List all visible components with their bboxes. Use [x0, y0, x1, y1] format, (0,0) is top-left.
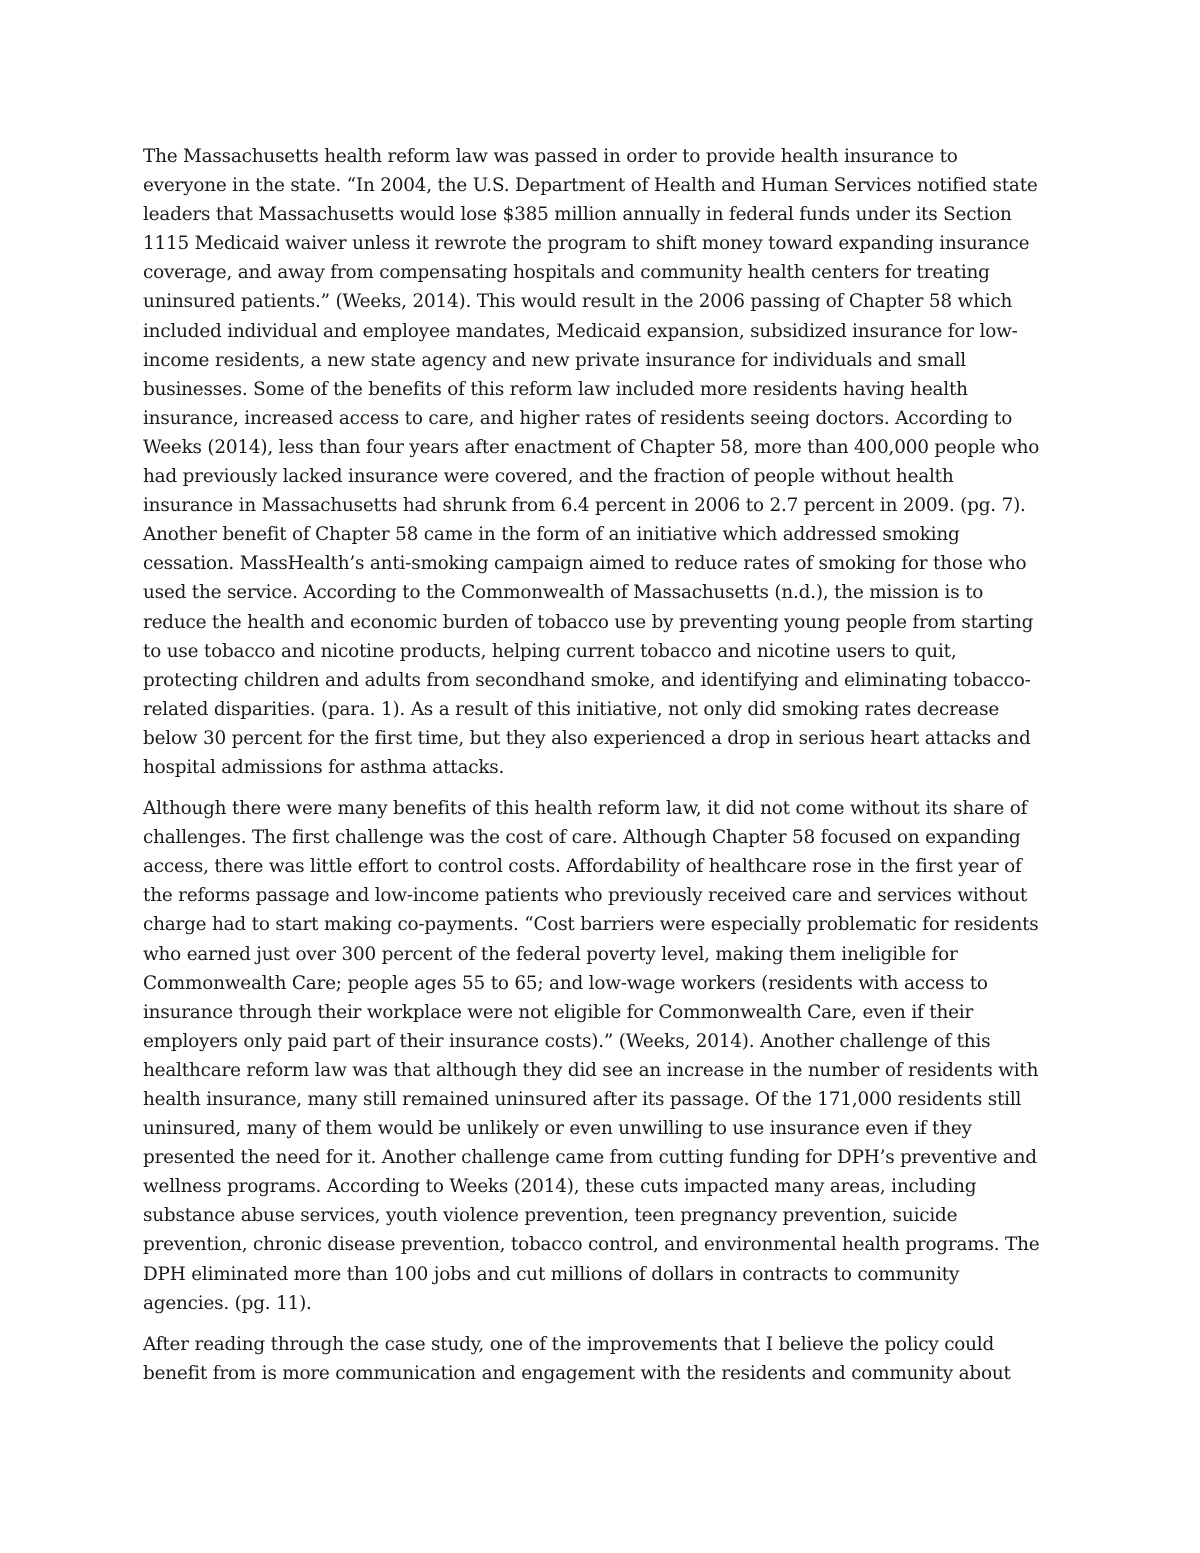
text-line: Weeks (2014), less than four years after enactment of Chapter 58, more than 400,000 people who — [143, 436, 1040, 458]
text-line: Although there were many benefits of this health reform law, it did not come without its share of — [143, 798, 1028, 820]
document-body — [143, 142, 1063, 1400]
text-line: uninsured, many of them would be unlikely or even unwilling to use insurance even if they — [143, 1118, 972, 1140]
text-line: Another benefit of Chapter 58 came in the form of an initiative which addressed smoking — [143, 524, 960, 546]
text-line: below 30 percent for the first time, but they also experienced a drop in serious heart attacks and — [143, 727, 1031, 749]
text-line: Commonwealth Care; people ages 55 to 65; and low-wage workers (residents with access to — [143, 972, 988, 994]
paragraph — [143, 142, 1063, 782]
text-line: hospital admissions for asthma attacks. — [143, 756, 505, 778]
text-line: healthcare reform law was that although they did see an increase in the number of residents with — [143, 1059, 1039, 1081]
text-line: presented the need for it. Another challenge came from cutting funding for DPH’s preventive and — [143, 1147, 1037, 1169]
text-line: cessation. MassHealth’s anti-smoking campaign aimed to reduce rates of smoking for those who — [143, 553, 1027, 575]
text-line: charge had to start making co-payments. “Cost barriers were especially problematic for residents — [143, 914, 1039, 936]
text-line: reduce the health and economic burden of tobacco use by preventing young people from starting — [143, 611, 1034, 633]
text-line: agencies. (pg. 11). — [143, 1292, 312, 1314]
text-line: had previously lacked insurance were covered, and the fraction of people without health — [143, 466, 954, 488]
text-line: to use tobacco and nicotine products, helping current tobacco and nicotine users to quit, — [143, 640, 957, 662]
text-line: wellness programs. According to Weeks (2014), these cuts impacted many areas, including — [143, 1176, 977, 1198]
text-line: health insurance, many still remained uninsured after its passage. Of the 171,000 residents still — [143, 1089, 1022, 1110]
text-line: used the service. According to the Commonwealth of Massachusetts (n.d.), the mission is to — [143, 582, 984, 604]
text-line: related disparities. (para. 1). As a result of this initiative, not only did smoking rates decrease — [143, 698, 1000, 720]
text-line: benefit from is more communication and engagement with the residents and community about — [143, 1362, 1011, 1384]
text-line: who earned just over 300 percent of the federal poverty level, making them ineligible for — [143, 943, 958, 965]
text-line: insurance, increased access to care, and higher rates of residents seeing doctors. According to — [143, 407, 1013, 429]
paragraph — [143, 794, 1063, 1318]
text-line: substance abuse services, youth violence prevention, teen pregnancy prevention, suicide — [143, 1205, 958, 1227]
text-line: The Massachusetts health reform law was passed in order to provide health insurance to — [143, 146, 958, 167]
text-line: DPH eliminated more than 100 jobs and cut millions of dollars in contracts to community — [143, 1263, 960, 1285]
text-line: insurance through their workplace were not eligible for Commonwealth Care, even if their — [143, 1001, 974, 1023]
text-line: prevention, chronic disease prevention, tobacco control, and environmental health programs. The — [143, 1234, 1040, 1256]
paragraph — [143, 1330, 1063, 1388]
text-line: After reading through the case study, one of the improvements that I believe the policy could — [143, 1333, 995, 1355]
text-line: uninsured patients.” (Weeks, 2014). This would result in the 2006 passing of Chapter 58 which — [143, 291, 1013, 313]
text-line: protecting children and adults from secondhand smoke, and identifying and eliminating tobacco- — [143, 669, 1031, 691]
text-line: everyone in the state. “In 2004, the U.S. Department of Health and Human Services notified state — [143, 175, 1038, 197]
text-line: insurance in Massachusetts had shrunk from 6.4 percent in 2006 to 2.7 percent in 2009. (pg. 7). — [143, 495, 1026, 517]
text-line: coverage, and away from compensating hospitals and community health centers for treating — [143, 262, 990, 284]
text-line: included individual and employee mandates, Medicaid expansion, subsidized insurance for low- — [143, 320, 1018, 342]
text-line: the reforms passage and low-income patients who previously received care and services without — [143, 885, 1028, 907]
text-line: 1115 Medicaid waiver unless it rewrote the program to shift money toward expanding insurance — [143, 233, 1030, 255]
text-line: employers only paid part of their insurance costs).” (Weeks, 2014). Another challenge of this — [143, 1030, 991, 1052]
text-line: challenges. The first challenge was the cost of care. Although Chapter 58 focused on expanding — [143, 827, 1021, 849]
text-line: income residents, a new state agency and new private insurance for individuals and small — [143, 349, 966, 371]
text-line: leaders that Massachusetts would lose $385 million annually in federal funds under its Section — [143, 204, 1012, 226]
text-line: access, there was little effort to control costs. Affordability of healthcare rose in the first year of — [143, 856, 1022, 878]
text-line: businesses. Some of the benefits of this reform law included more residents having health — [143, 378, 968, 400]
